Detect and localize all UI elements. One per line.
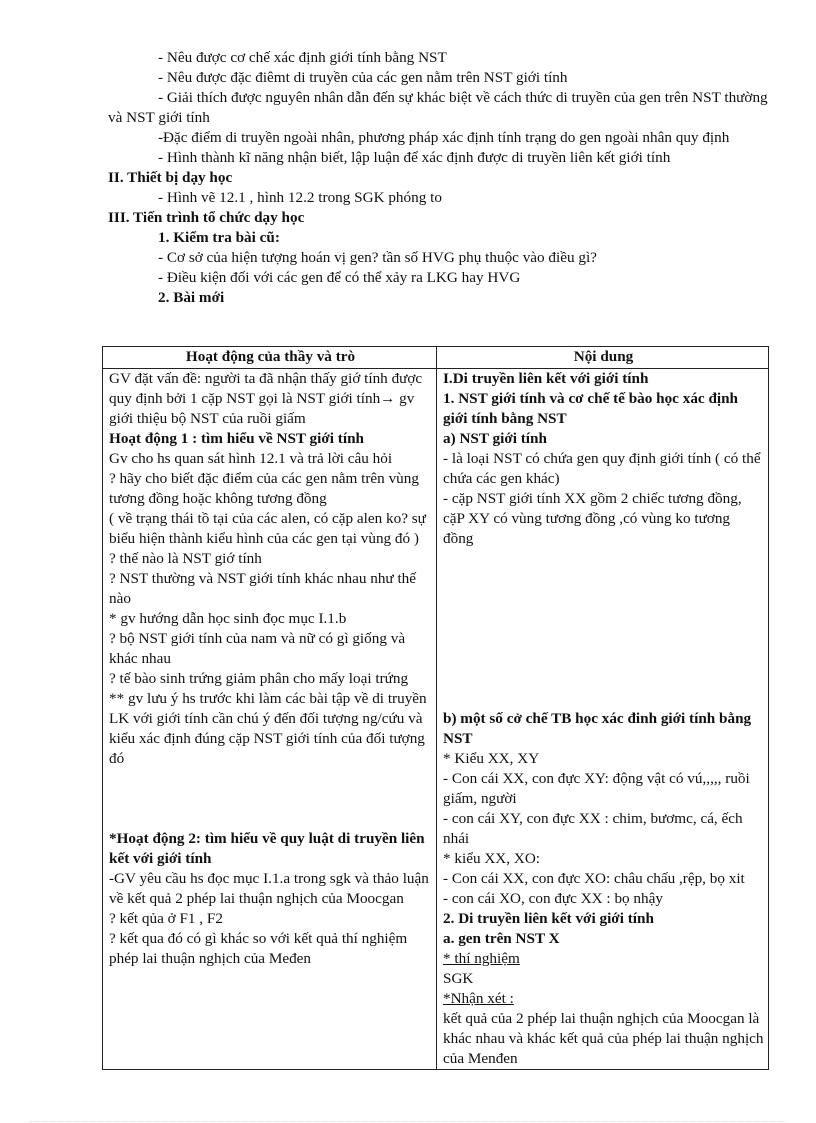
activity-heading: *Hoạt động 2: tìm hiểu về quy luật di truyền liên kết với giới tính [109,830,425,867]
objective-item: - Hình thành kĩ năng nhận biết, lập luận để xác định được di truyền liên kết giới tính [158,149,671,166]
objective-item: - Nêu được cơ chế xác định giới tính bằng NST [158,49,447,66]
activity-text: ( về trạng thái tồ tại của các alen, có cặp alen ko? sự biểu hiện thành kiểu hình của các gen tại vùng đó ) [109,510,426,547]
activity-text: -GV yêu cầu hs đọc mục I.1.a trong sgk và thảo luận về kết quả 2 phép lai thuận nghịch của Moocgan [109,870,429,907]
header-content: Nội dung [437,347,769,369]
content-label: *Nhận xét : [443,990,514,1007]
activity-question: ? kết qua đó có gì khác so với kết quả thí nghiệm phép lai thuận nghịch của Međen [109,930,408,967]
activities-cell [103,369,437,1070]
subheading-new-lesson: 2. Bài mới [158,289,225,306]
content-text: - con cái XO, con đực XX : bọ nhậy [443,890,663,907]
objective-item: - Giải thích được nguyên nhân dẫn đến sự khác biệt về cách thức di truyền của gen trên NST thường và NST giới tính [108,89,768,126]
subheading-review: 1. Kiểm tra bài cũ: [158,229,280,246]
content-text: - cặp NST giới tính XX gồm 2 chiếc tương đồng, cặP XY có vùng tương đồng ,có vùng ko tương đồng [443,490,742,547]
activity-question: ? NST thường và NST giới tính khác nhau như thế nào [109,570,416,607]
content-subheading: b) một số cở chế TB học xác đinh giới tính bằng NST [443,710,752,747]
activity-text: GV đặt vấn đề: người ta đã nhận thấy giớ tính được quy định bởi 1 cặp NST gọi là NST giới tính→ gv giới thiệu bộ NST của ruồi giấm [109,370,423,427]
content-text: * kiểu XX, XO: [443,850,541,867]
table-header-row [103,347,769,369]
equipment-item: - Hình vẽ 12.1 , hình 12.2 trong SGK phóng to [158,189,442,206]
activity-question: ? hãy cho biết đặc điểm của các gen nằm trên vùng tương đồng hoặc không tương đồng [109,470,419,507]
page-bottom-divider [30,1121,786,1122]
header-activities: Hoạt động của thầy và trò [103,347,437,369]
content-heading: 1. NST giới tính và cơ chế tế bào học xác định giới tính bằng NST [443,390,739,427]
section-heading-procedure: III. Tiến trình tổ chức dạy học [108,209,305,226]
activity-question: ? thế nào là NST giớ tính [109,550,262,567]
content-text: kết quả của 2 phép lai thuận nghịch của Moocgan là khác nhau và khác kết quả của phép lai thuận nghịch của Menđen [443,1010,764,1067]
content-text: - là loại NST có chứa gen quy định giới tính ( có thể chứa các gen khác) [443,450,761,487]
content-text: * Kiểu XX, XY [443,750,540,767]
section-heading-equipment: II. Thiết bị dạy học [108,169,233,186]
content-heading: I.Di truyền liên kết với giới tính [443,370,649,387]
activity-text: Gv cho hs quan sát hình 12.1 và trả lời câu hỏi [109,450,393,467]
objectives-section [108,48,768,308]
content-label: * thí nghiệm [443,950,520,967]
content-cell [437,369,769,1070]
content-text: - Con cái XX, con đực XO: châu chấu ,rệp, bọ xit [443,870,745,887]
activity-question: ? tế bào sinh trứng giảm phân cho mấy loại trứng [109,670,409,687]
objective-item: - Nêu được đặc điêmt di truyền của các gen nằm trên NST giới tính [158,69,568,86]
activity-question: ? bộ NST giới tính của nam và nữ có gì giống và khác nhau [109,630,406,667]
lesson-table [102,346,769,1070]
table-row [103,369,769,1070]
content-text: - con cái XY, con đực XX : chim, bươmc, cá, ếch nhái [443,810,743,847]
activity-heading: Hoạt động 1 : tìm hiểu về NST giới tính [109,430,364,447]
content-heading: 2. Di truyền liên kết với giới tính [443,910,654,927]
objective-item: -Đặc điểm di truyền ngoài nhân, phương pháp xác định tính trạng do gen ngoài nhân quy định [158,129,730,146]
review-question: - Điều kiện đối với các gen để có thể xảy ra LKG hay HVG [158,269,521,286]
content-text: SGK [443,970,474,987]
content-subheading: a. gen trên NST X [443,930,560,947]
content-subheading: a) NST giới tính [443,430,547,447]
activity-text: * gv hướng dẫn học sinh đọc mục I.1.b [109,610,347,627]
content-text: - Con cái XX, con đực XY: động vật có vú,,,,, ruồi giấm, người [443,770,750,807]
review-question: - Cơ sở của hiện tượng hoán vị gen? tần số HVG phụ thuộc vào điều gì? [158,249,597,266]
activity-note: ** gv lưu ý hs trước khi làm các bài tập về di truyền LK với giới tính cần chú ý đến đối tượng ng/cứu và kiểu xác định đúng cặp NST giới tính của đối tượng đó [109,690,427,767]
activity-question: ? kết qủa ở F1 , F2 [109,910,223,927]
